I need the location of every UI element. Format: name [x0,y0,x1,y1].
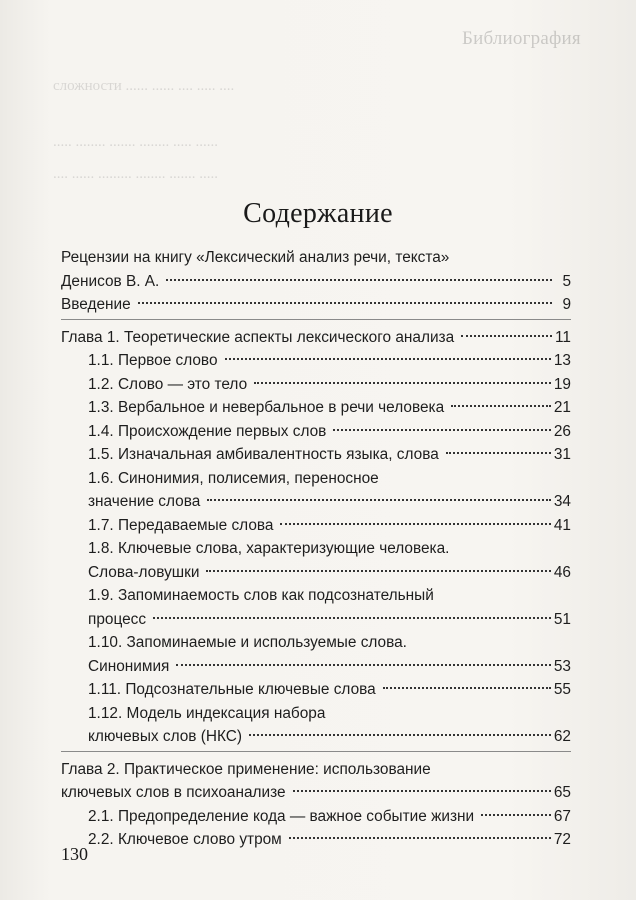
toc-entry-label: 2.1. Предопределение кода — важное событие жизни [88,807,475,825]
toc-entry-label: Синонимия [88,657,170,675]
toc-entry-1-1[interactable] [61,349,571,373]
toc-entry-label: 1.7. Передаваемые слова [88,516,274,534]
toc-entry-label: 1.11. Подсознательные ключевые слова [88,681,376,698]
dot-leader [206,570,550,572]
dot-leader [176,664,550,666]
toc-entry-label: значение слова [88,493,201,510]
toc-page-number: 11 [555,328,571,346]
toc-entry-label: процесс [88,610,147,628]
dot-leader [249,734,551,736]
dot-leader [138,302,552,304]
toc-entry-1-11[interactable] [61,678,571,702]
toc-entry-label: Введение [61,296,131,313]
toc-entry-1-9[interactable] [61,608,571,632]
toc-entry-label: 1.12. Модель индексация набора [88,704,326,722]
dot-leader [153,617,551,619]
toc-entry-label: 1.4. Происхождение первых слов [88,422,327,440]
toc-entry-1-10-first-line[interactable] [61,631,571,655]
dot-leader [293,790,551,792]
running-head: Библиография [462,28,581,49]
toc-page-number: 67 [553,807,571,825]
dot-leader [289,837,551,839]
toc-page-number: 55 [553,681,571,698]
toc-entry-label: 1.1. Первое слово [88,352,218,369]
dot-leader [254,382,551,384]
dot-leader [333,429,551,431]
toc-page-number: 13 [553,352,571,369]
toc-entry-reviews-author[interactable] [61,270,571,294]
bleed-through-text: ..... ........ ....... ........ ..... ...... [53,134,218,150]
toc-page-number: 65 [553,784,571,801]
toc-entry-1-12-first-line[interactable] [61,702,571,726]
toc-page-number: 53 [553,657,571,675]
dot-leader [446,452,551,454]
toc-entry-label: Слова-ловушки [88,563,200,581]
toc-entry-label: 1.8. Ключевые слова, характеризующие человека. [88,540,450,557]
toc-entry-chapter-1[interactable] [61,326,571,350]
toc-entry-2-2[interactable] [61,828,571,852]
section-divider [61,319,571,320]
bleed-through-text: .... ...... ......... ........ ....... ..... [53,166,218,182]
dot-leader [481,814,551,816]
toc-entry-intro[interactable] [61,293,571,317]
dot-leader [280,523,550,525]
toc-page-number: 41 [553,516,571,534]
dot-leader [225,358,551,360]
toc-page-number: 34 [553,493,571,510]
toc-entry-1-4[interactable] [61,420,571,444]
toc-entry-1-8-first-line[interactable] [61,537,571,561]
toc-entry-label: Глава 2. Практическое применение: использование [61,760,431,778]
bleed-through-text: сложности ...... ...... .... ..... .... [53,78,235,94]
toc-page-number: 62 [553,728,571,745]
toc-entry-label: 1.5. Изначальная амбивалентность языка, слова [88,446,439,463]
dot-leader [166,279,552,281]
toc-entry-1-12[interactable] [61,725,571,749]
toc-page-number: 26 [553,422,571,440]
toc-entry-label: 1.9. Запоминаемость слов как подсознательный [88,587,434,604]
toc-page-number: 72 [553,831,571,848]
toc-entry-1-6[interactable] [61,490,571,514]
dot-leader [383,687,551,689]
toc-entry-label: 1.10. Запоминаемые и используемые слова. [88,634,407,651]
toc-entry-label: 1.6. Синонимия, полисемия, переносное [88,469,379,487]
toc-entry-label: Денисов В. А. [61,272,160,290]
toc-entry-1-7[interactable] [61,514,571,538]
section-divider [61,751,571,752]
toc-entry-label: 1.3. Вербальное и невербальное в речи человека [88,399,445,416]
toc-page-number: 5 [562,272,571,290]
page-folio-number: 130 [61,844,88,864]
toc-page-number: 21 [553,399,571,416]
toc-entry-1-2[interactable] [61,373,571,397]
toc-page-number: 31 [553,446,571,463]
toc-entry-1-8[interactable] [61,561,571,585]
toc-entry-2-1[interactable] [61,805,571,829]
dot-leader [461,335,552,337]
dot-leader [451,405,551,407]
toc-entry-1-9-first-line[interactable] [61,584,571,608]
toc-page-number: 46 [553,563,571,581]
toc-page-number: 51 [553,610,571,628]
dot-leader [207,499,551,501]
toc-entry-label: ключевых слов в психоанализе [61,784,286,801]
toc-entry-label: Рецензии на книгу «Лексический анализ речи, текста» [61,249,450,266]
toc-entry-label: Глава 1. Теоретические аспекты лексического анализа [61,328,455,346]
toc-entry-1-6-first-line[interactable] [61,467,571,491]
table-of-contents [61,246,571,852]
page-title: Содержание [243,198,393,229]
toc-entry-1-10[interactable] [61,655,571,679]
toc-page-number: 19 [553,375,571,393]
toc-entry-chapter-2[interactable] [61,781,571,805]
toc-entry-label: ключевых слов (НКС) [88,728,243,745]
toc-entry-1-3[interactable] [61,396,571,420]
toc-entry-chapter-2-first-line[interactable] [61,758,571,782]
toc-entry-label: 2.2. Ключевое слово утром [88,831,282,848]
toc-entry-1-5[interactable] [61,443,571,467]
toc-entry-label: 1.2. Слово — это тело [88,375,248,393]
toc-entry-reviews[interactable] [61,246,571,270]
toc-page-number: 9 [562,296,571,313]
